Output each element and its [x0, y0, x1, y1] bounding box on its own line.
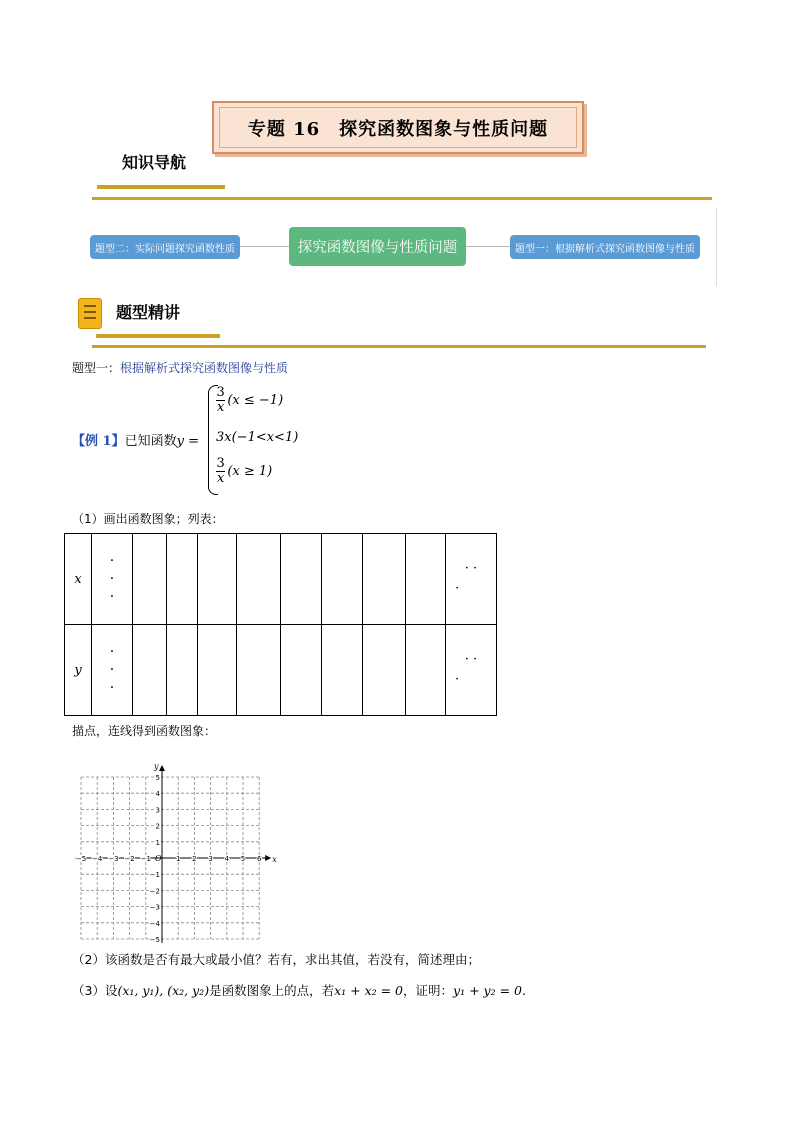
table-cell	[322, 625, 363, 716]
divider	[92, 197, 712, 200]
y-tick-label: −2	[149, 887, 160, 896]
coordinate-grid	[70, 748, 280, 944]
value-table	[64, 533, 497, 716]
x-axis-label: x	[272, 855, 277, 864]
y-tick-label: 4	[155, 790, 160, 799]
x-axis-arrow	[265, 855, 271, 861]
x-tick-label: 4	[224, 855, 230, 863]
table-cell: · · ·	[446, 625, 497, 716]
case1-numerator: 3	[216, 385, 225, 400]
y-axis-label: y	[154, 762, 159, 771]
page-title: 专题 16 探究函数图象与性质问题	[219, 107, 577, 148]
mindmap-node-left: 题型二：实际问题探究函数性质	[90, 235, 240, 259]
piecewise-case-3	[216, 457, 272, 486]
example1-lead	[72, 430, 199, 449]
notebook-icon	[78, 298, 102, 329]
question-3	[72, 981, 526, 999]
y-tick-label: −5	[149, 936, 160, 944]
section-underline	[96, 334, 220, 338]
q3-prove: ，证明：	[403, 983, 454, 998]
q3-end: .	[521, 983, 526, 998]
example-lead-text: 已知函数	[124, 434, 177, 449]
function-var: y =	[176, 434, 199, 449]
y-tick-label: −1	[149, 871, 160, 880]
table-cell	[281, 534, 322, 625]
x-tick-label: 2	[192, 855, 197, 863]
mindmap-node-right: 题型一：根据解析式探究函数图像与性质	[510, 235, 700, 259]
q3-pre: （3）设	[72, 983, 118, 998]
case1-denominator: x	[217, 400, 225, 415]
ellipsis: · ·	[464, 652, 478, 667]
y-tick-label: 5	[155, 774, 160, 782]
x-tick-label: 3	[208, 855, 213, 863]
row-label-x: x	[65, 534, 92, 625]
type1-heading	[72, 359, 288, 376]
x-tick-label: −5	[75, 855, 87, 863]
example-tag: 【例 1】	[72, 434, 125, 449]
table-cell	[406, 534, 446, 625]
table-row-x	[65, 534, 497, 625]
question-2: （2）该函数是否有最大或最小值？若有，求出其值，若没有，简述理由；	[72, 952, 480, 967]
table-cell	[363, 534, 406, 625]
x-tick-label: −3	[108, 855, 119, 863]
section-underline	[97, 185, 225, 189]
q3-mid: 是函数图象上的点，若	[209, 983, 335, 998]
piecewise-case-1	[216, 386, 283, 415]
case3-condition: (x ≥ 1)	[227, 464, 273, 479]
row-label-y: y	[65, 625, 92, 716]
table-cell	[167, 625, 198, 716]
table-cell	[406, 625, 446, 716]
y-axis-arrow	[159, 765, 165, 771]
x-tick-label: 6	[256, 855, 262, 863]
table-cell	[167, 534, 198, 625]
axes	[75, 765, 271, 943]
table-cell: · · ·	[92, 534, 133, 625]
question-1: （1）画出函数图象；列表：	[72, 512, 224, 526]
table-cell	[198, 625, 237, 716]
q3-points: (x₁, y₁), (x₂, y₂)	[117, 983, 210, 998]
table-cell: · · ·	[92, 625, 133, 716]
table-cell	[322, 534, 363, 625]
y-tick-label: 2	[155, 822, 160, 831]
y-tick-label: −3	[149, 903, 160, 912]
type1-text: 根据解析式探究函数图像与性质	[120, 361, 289, 375]
mindmap-connector-right	[466, 246, 510, 247]
table-cell	[133, 625, 167, 716]
section-title-knowledge-nav: 知识导航	[122, 153, 187, 172]
table-cell	[237, 625, 281, 716]
x-tick-label: 1	[175, 855, 181, 863]
table-cell	[363, 625, 406, 716]
table-cell	[133, 534, 167, 625]
x-tick-label: −2	[124, 855, 135, 863]
case3-numerator: 3	[216, 456, 225, 471]
section-title-practice: 题型精讲	[116, 303, 181, 322]
type1-label: 题型一：	[72, 361, 121, 375]
case1-condition: (x ≤ −1)	[227, 393, 284, 408]
table-cell	[198, 534, 237, 625]
origin-label: O	[155, 854, 162, 863]
table-row-y	[65, 625, 497, 716]
table-cell: · · ·	[446, 534, 497, 625]
draw-instruction: 描点，连线得到函数图象：	[72, 724, 217, 738]
x-tick-label: −4	[92, 855, 103, 863]
table-cell	[237, 534, 281, 625]
tick-labels	[76, 762, 277, 944]
y-tick-label: −4	[149, 919, 160, 928]
ellipsis: · ·	[464, 561, 478, 576]
q3-goal: y₁ + y₂ = 0	[453, 983, 522, 998]
y-tick-label: 1	[155, 838, 160, 847]
q3-condition: x₁ + x₂ = 0	[334, 983, 404, 998]
y-tick-label: 3	[155, 806, 160, 815]
mindmap	[90, 208, 717, 286]
header-title-box	[212, 101, 584, 154]
mindmap-node-center: 探究函数图像与性质问题	[289, 227, 466, 266]
divider	[92, 345, 706, 348]
x-tick-label: 5	[240, 855, 246, 863]
case3-denominator: x	[217, 471, 225, 486]
piecewise-case-2: 3x(−1<x<1)	[216, 430, 299, 445]
table-cell	[281, 625, 322, 716]
x-tick-label: −1	[140, 855, 151, 863]
